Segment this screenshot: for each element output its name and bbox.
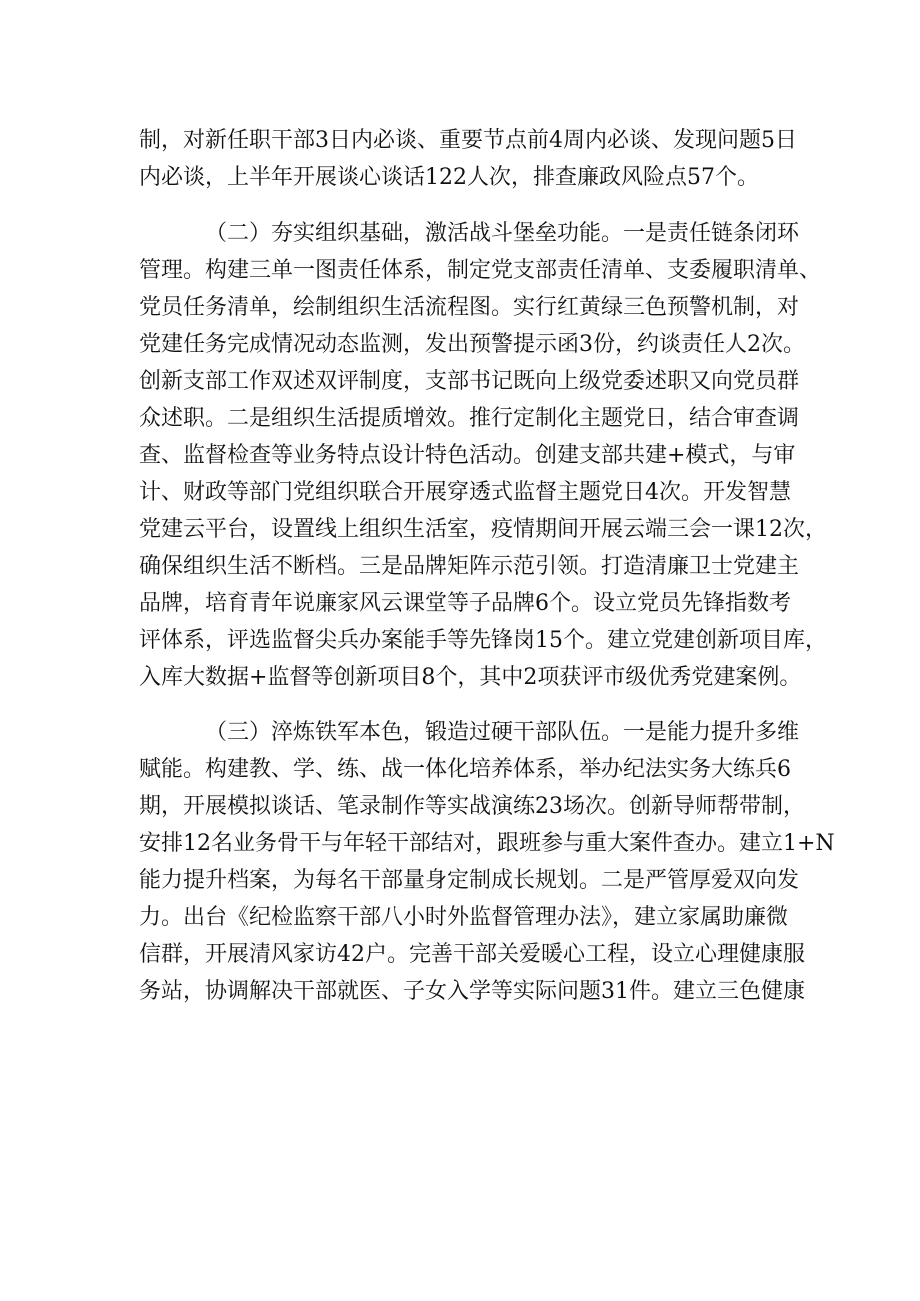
paragraph-line: 党建云平台，设置线上组织生活室，疫情期间开展云端三会一课12次，: [139, 517, 827, 542]
paragraph-line: 能力提升档案，为每名干部量身定制成长规划。二是严管厚爱双向发: [139, 868, 800, 893]
paragraph-line: 计、财政等部门党组织联合开展穿透式监督主题党日4次。开发智慧: [139, 480, 791, 505]
paragraph-line: 入库大数据+监督等创新项目8个，其中2项获评市级优秀党建案例。: [139, 665, 802, 690]
paragraph-line: 查、监督检查等业务特点设计特色活动。创建支部共建+模式，与审: [139, 443, 796, 468]
paragraph-line: 确保组织生活不断档。三是品牌矩阵示范引领。打造清廉卫士党建主: [139, 554, 800, 579]
paragraph-line: 期，开展模拟谈话、笔录制作等实战演练23场次。创新导师帮带制，: [139, 794, 805, 819]
paragraph-line: 众述职。二是组织生活提质增效。推行定制化主题党日，结合审查调: [139, 406, 800, 431]
paragraph-line: 党建任务完成情况动态监测，发出预警提示函3份，约谈责任人2次。: [139, 332, 805, 357]
paragraph-line: 力。出台《纪检监察干部八小时外监督管理办法》，建立家属助廉微: [139, 905, 789, 930]
paragraph-line: 创新支部工作双述双评制度，支部书记既向上级党委述职又向党员群: [139, 369, 800, 394]
paragraph-line: 赋能。构建教、学、练、战一体化培养体系，举办纪法实务大练兵6: [139, 757, 791, 782]
paragraph-line: 管理。构建三单一图责任体系，制定党支部责任清单、支委履职清单、: [139, 258, 822, 283]
paragraph-line: 评体系，评选监督尖兵办案能手等先锋岗15个。建立党建创新项目库，: [139, 628, 827, 653]
paragraph-line: 信群，开展清风家访42户。完善干部关爱暖心工程，设立心理健康服: [139, 942, 805, 967]
paragraph-line: 党员任务清单，绘制组织生活流程图。实行红黄绿三色预警机制，对: [139, 295, 800, 320]
paragraph-line: 制，对新任职干部3日内必谈、重要节点前4周内必谈、发现问题5日: [139, 128, 797, 153]
section-heading-line: （三）淬炼铁军本色，锻造过硬干部队伍。一是能力提升多维: [205, 720, 800, 745]
paragraph-line: 内必谈，上半年开展谈心谈话122人次，排查廉政风险点57个。: [139, 165, 759, 190]
paragraph-line: 品牌，培育青年说廉家风云课堂等子品牌6个。设立党员先锋指数考: [139, 591, 791, 616]
paragraph-line: 务站，协调解决干部就医、子女入学等实际问题31件。建立三色健康: [139, 979, 805, 1004]
section-heading-line: （二）夯实组织基础，激活战斗堡垒功能。一是责任链条闭环: [205, 221, 800, 246]
paragraph-line: 安排12名业务骨干与年轻干部结对，跟班参与重大案件查办。建立1+N: [139, 831, 835, 856]
